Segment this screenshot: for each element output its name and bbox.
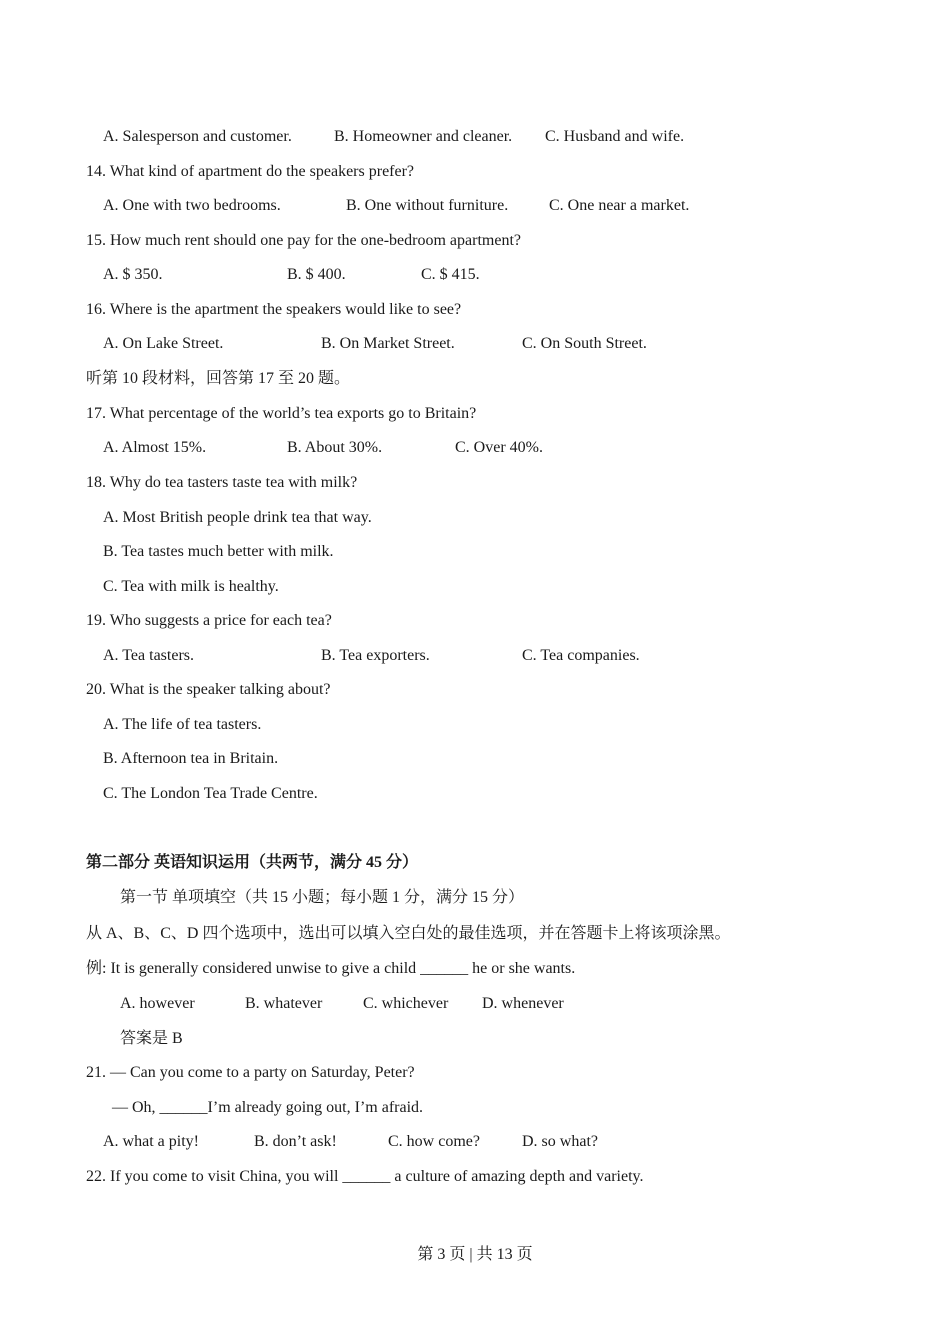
q21-stem-line1: 21. — Can you come to a party on Saturday, Peter? (86, 1064, 415, 1081)
q20-option-b: B. Afternoon tea in Britain. (103, 750, 279, 767)
q18-stem: 18. Why do tea tasters taste tea with milk? (86, 474, 358, 491)
q15-option-a: A. $ 350. (103, 266, 163, 283)
section-10-instruction: 听第 10 段材料，回答第 17 至 20 题。 (86, 370, 351, 387)
example-answer: 答案是 B (120, 1030, 183, 1047)
q13-option-a: A. Salesperson and customer. (103, 128, 292, 145)
q17-stem: 17. What percentage of the world’s tea exports go to Britain? (86, 405, 477, 422)
part2-title: 第二部分 英语知识运用（共两节，满分 45 分） (86, 854, 419, 871)
q15-stem: 15. How much rent should one pay for the one-bedroom apartment? (86, 232, 521, 249)
q18-option-a: A. Most British people drink tea that way. (103, 509, 372, 526)
part2-section1-title: 第一节 单项填空（共 15 小题；每小题 1 分，满分 15 分） (120, 889, 525, 906)
q21-option-c: C. how come? (388, 1133, 480, 1150)
q14-option-b: B. One without furniture. (346, 197, 509, 214)
q21-option-d: D. so what? (522, 1133, 598, 1150)
example-option-a: A. however (120, 995, 195, 1012)
q22-stem: 22. If you come to visit China, you will ______ a culture of amazing depth and variety. (86, 1168, 644, 1185)
q18-option-b: B. Tea tastes much better with milk. (103, 543, 334, 560)
part2-instruction: 从 A、B、C、D 四个选项中，选出可以填入空白处的最佳选项，并在答题卡上将该项涂黑。 (86, 925, 731, 942)
q19-stem: 19. Who suggests a price for each tea? (86, 612, 332, 629)
q16-option-c: C. On South Street. (522, 335, 647, 352)
q15-option-c: C. $ 415. (421, 266, 480, 283)
q16-option-a: A. On Lake Street. (103, 335, 224, 352)
q19-option-a: A. Tea tasters. (103, 647, 194, 664)
q21-stem-line2: — Oh, ______I’m already going out, I’m afraid. (112, 1099, 424, 1116)
example-option-b: B. whatever (245, 995, 323, 1012)
q17-option-a: A. Almost 15%. (103, 439, 207, 456)
example-option-c: C. whichever (363, 995, 449, 1012)
page-footer: 第 3 页 | 共 13 页 (417, 1246, 533, 1263)
q16-option-b: B. On Market Street. (321, 335, 455, 352)
q20-stem: 20. What is the speaker talking about? (86, 681, 331, 698)
q17-option-b: B. About 30%. (287, 439, 383, 456)
q17-option-c: C. Over 40%. (455, 439, 543, 456)
q21-option-a: A. what a pity! (103, 1133, 199, 1150)
q15-option-b: B. $ 400. (287, 266, 346, 283)
q14-stem: 14. What kind of apartment do the speakers prefer? (86, 163, 415, 180)
q19-option-b: B. Tea exporters. (321, 647, 430, 664)
q18-option-c: C. Tea with milk is healthy. (103, 578, 279, 595)
q13-option-c: C. Husband and wife. (545, 128, 685, 145)
q21-option-b: B. don’t ask! (254, 1133, 337, 1150)
example-stem: 例: It is generally considered unwise to give a child ______ he or she wants. (86, 960, 576, 977)
q20-option-a: A. The life of tea tasters. (103, 716, 262, 733)
q14-option-a: A. One with two bedrooms. (103, 197, 281, 214)
q14-option-c: C. One near a market. (549, 197, 690, 214)
q19-option-c: C. Tea companies. (522, 647, 640, 664)
q20-option-c: C. The London Tea Trade Centre. (103, 785, 318, 802)
q13-option-b: B. Homeowner and cleaner. (334, 128, 513, 145)
example-option-d: D. whenever (482, 995, 564, 1012)
q16-stem: 16. Where is the apartment the speakers would like to see? (86, 301, 462, 318)
